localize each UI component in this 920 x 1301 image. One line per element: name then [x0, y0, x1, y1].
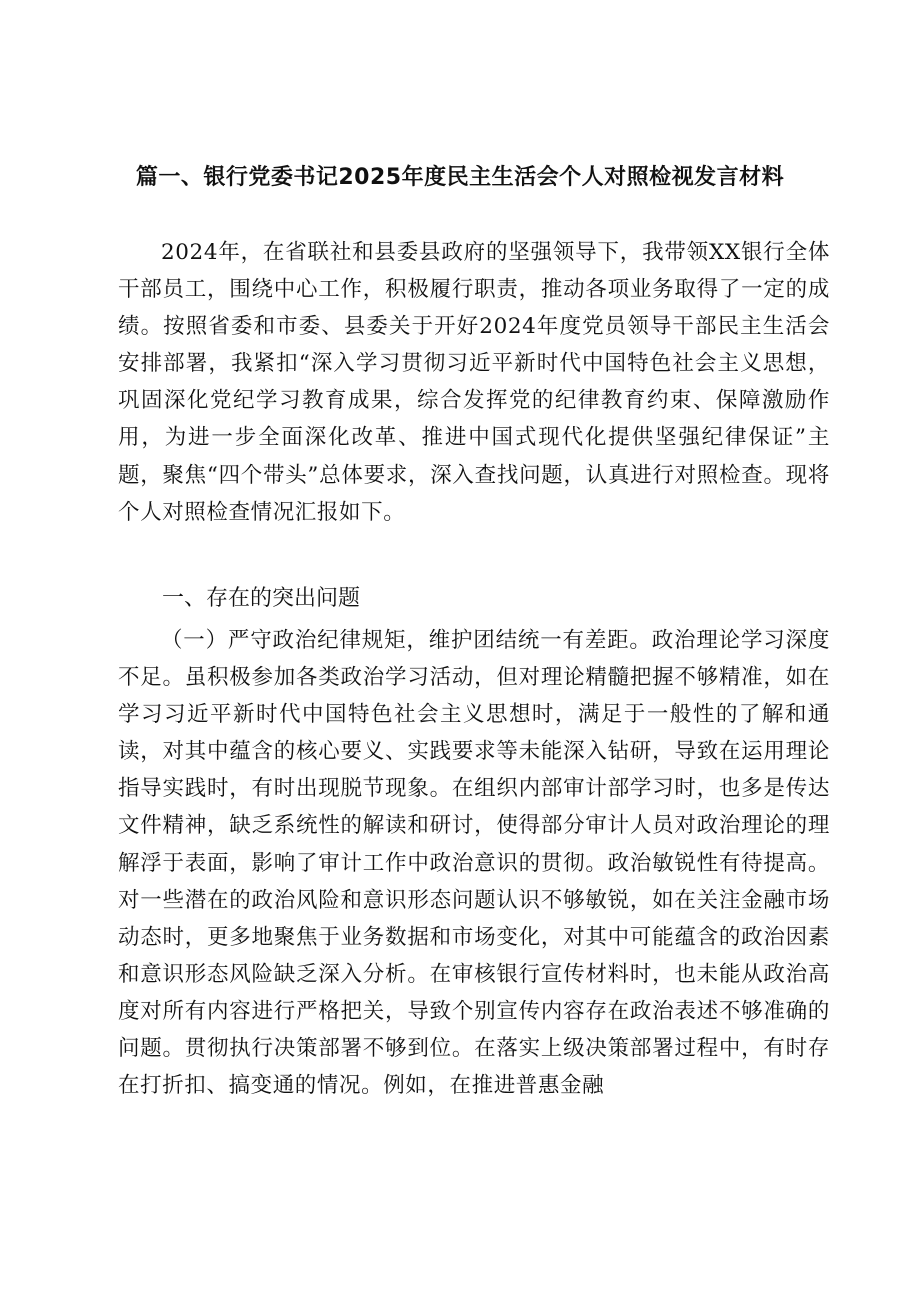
document-title: 篇一、银行党委书记2025年度民主生活会个人对照检视发言材料 [135, 164, 785, 190]
section-heading: 一、存在的突出问题 [162, 586, 361, 611]
intro-paragraph: 2024年，在省联社和县委县政府的坚强领导下，我带领XX银行全体干部员工，围绕中心工作，积极履行职责，推动各项业务取得了一定的成绩。按照省委和市委、县委关于开好2024年度党员领导干部民主生活会安排部署，我紧扣“深入学习贯彻习近平新时代中国特色社会主义思想，巩固深化党纪学习教育成果，综合发挥党的纪律教育约束、保障激励作用，为进一步全面深化改革、推进中国式现代化提供坚强纪律保证”主题，聚焦“四个带头”总体要求，深入查找问题，认真进行对照检查。现将个人对照检查情况汇报如下。 [118, 240, 830, 525]
section-paragraph: （一）严守政治纪律规矩，维护团结统一有差距。政治理论学习深度不足。虽积极参加各类政治学习活动，但对理论精髓把握不够精准，如在学习习近平新时代中国特色社会主义思想时，满足于一般性的了解和通读，对其中蕴含的核心要义、实践要求等未能深入钻研，导致在运用理论指导实践时，有时出现脱节现象。在组织内部审计部学习时，也多是传达文件精神，缺乏系统性的解读和研讨，使得部分审计人员对政治理论的理解浮于表面，影响了审计工作中政治意识的贯彻。政治敏锐性有待提高。对一些潜在的政治风险和意识形态问题认识不够敏锐，如在关注金融市场动态时，更多地聚焦于业务数据和市场变化，对其中可能蕴含的政治因素和意识形态风险缺乏深入分析。在审核银行宣传材料时，也未能从政治高度对所有内容进行严格把关，导致个别宣传内容存在政治表述不够准确的问题。贯彻执行决策部署不够到位。在落实上级决策部署过程中，有时存在打折扣、搞变通的情况。例如，在推进普惠金融 [118, 628, 830, 1099]
